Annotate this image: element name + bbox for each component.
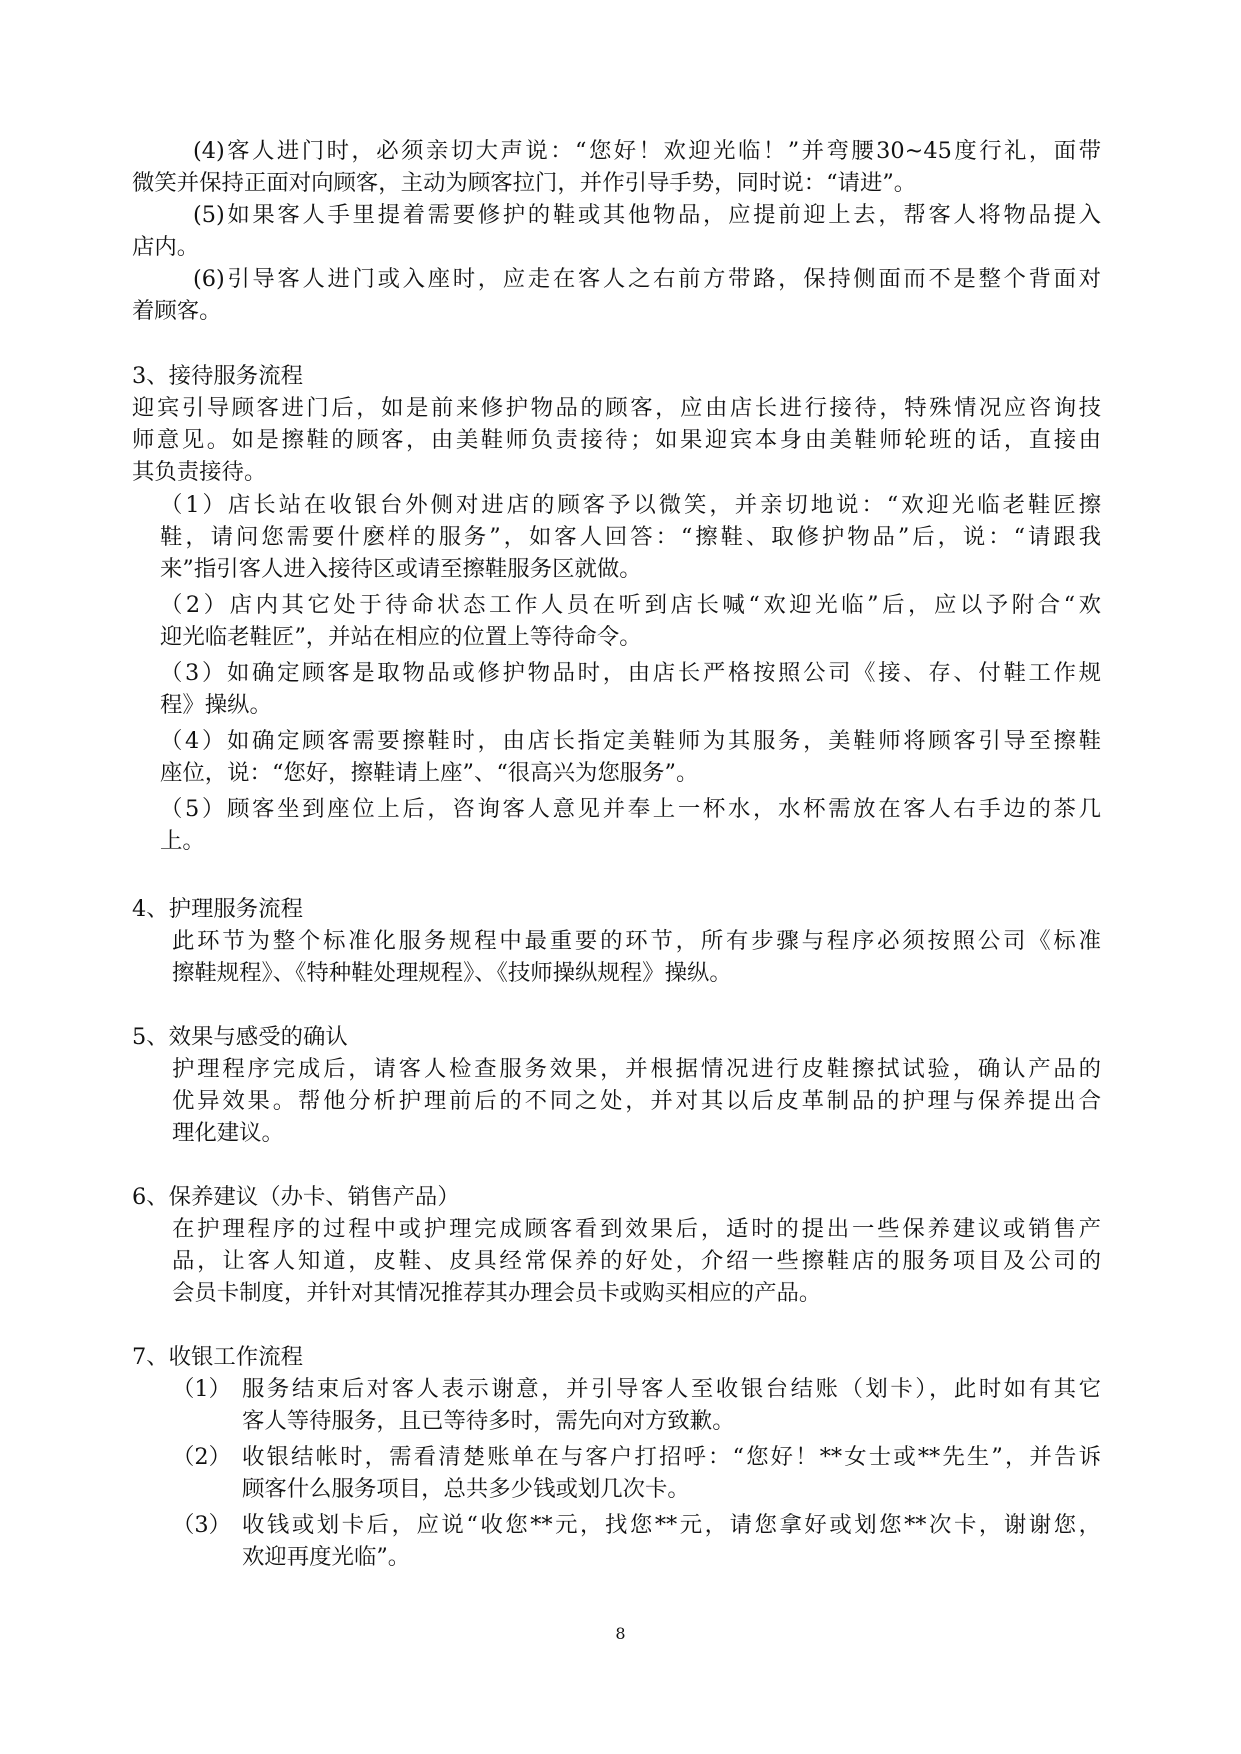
entry-item-4-line-1: (4)客人进门时，必须亲切大声说：“您好！欢迎光临！”并弯腰30~45度行礼，面带 (193, 138, 1101, 164)
section-3-item-3-line-2: 程》操纵。 (160, 692, 272, 718)
section-5-heading: 5、效果与感受的确认 (132, 1024, 348, 1050)
section-4-heading: 4、护理服务流程 (132, 896, 303, 922)
entry-item-4-line-2: 微笑并保持正面对向顾客，主动为顾客拉门，并作引导手势，同时说：“请进”。 (132, 170, 917, 196)
section-7-item-3-line-2: 欢迎再度光临”。 (242, 1544, 411, 1570)
section-7-item-3-line-1: 收钱或划卡后，应说“收您**元，找您**元，请您拿好或划您**次卡，谢谢您， (242, 1512, 1101, 1538)
section-3-item-4-line-2: 座位，说：“您好，擦鞋请上座”、“很高兴为您服务”。 (160, 760, 699, 786)
section-7-item-1-line-2: 客人等待服务，且已等待多时，需先向对方致歉。 (242, 1408, 735, 1434)
section-4-body-line-1: 此环节为整个标准化服务规程中最重要的环节，所有步骤与程序必须按照公司《标准 (172, 928, 1101, 954)
section-5-body-line-2: 优异效果。帮他分析护理前后的不同之处，并对其以后皮革制品的护理与保养提出合 (172, 1088, 1101, 1114)
section-3-item-1-line-3: 来”指引客人进入接待区或请至擦鞋服务区就做。 (160, 556, 642, 582)
section-7-item-1-line-1: 服务结束后对客人表示谢意，并引导客人至收银台结账（划卡），此时如有其它 (242, 1376, 1101, 1402)
section-7-item-2-number: （2） (172, 1444, 232, 1470)
entry-item-6-line-1: (6)引导客人进门或入座时，应走在客人之右前方带路，保持侧面而不是整个背面对 (193, 266, 1101, 292)
entry-item-5-line-1: (5)如果客人手里提着需要修护的鞋或其他物品，应提前迎上去，帮客人将物品提入 (193, 202, 1101, 228)
section-3-item-2-line-2: 迎光临老鞋匠”，并站在相应的位置上等待命令。 (160, 624, 642, 650)
section-3-item-5-line-2: 上。 (160, 828, 205, 854)
section-3-item-2-line-1: （2）店内其它处于待命状态工作人员在听到店长喊“欢迎光临”后，应以予附合“欢 (160, 592, 1101, 618)
section-3-item-5-line-1: （5）顾客坐到座位上后，咨询客人意见并奉上一杯水，水杯需放在客人右手边的茶几 (160, 796, 1101, 822)
section-3-item-1-line-2: 鞋，请问您需要什麽样的服务”，如客人回答：“擦鞋、取修护物品”后，说：“请跟我 (160, 524, 1101, 550)
section-7-item-2-line-2: 顾客什么服务项目，总共多少钱或划几次卡。 (242, 1476, 690, 1502)
section-7-item-2-line-1: 收银结帐时，需看清楚账单在与客户打招呼：“您好！**女士或**先生”，并告诉 (242, 1444, 1101, 1470)
section-6-body-line-1: 在护理程序的过程中或护理完成顾客看到效果后，适时的提出一些保养建议或销售产 (172, 1216, 1101, 1242)
section-4-body-line-2: 擦鞋规程》、《特种鞋处理规程》、《技师操纵规程》操纵。 (172, 960, 732, 986)
section-5-body-line-3: 理化建议。 (172, 1120, 284, 1146)
section-6-body-line-2: 品，让客人知道，皮鞋、皮具经常保养的好处，介绍一些擦鞋店的服务项目及公司的 (172, 1248, 1101, 1274)
section-3-intro-line-1: 迎宾引导顾客进门后，如是前来修护物品的顾客，应由店长进行接待，特殊情况应咨询技 (132, 395, 1101, 421)
section-7-item-3-number: （3） (172, 1512, 232, 1538)
entry-item-6-line-2: 着顾客。 (132, 298, 222, 324)
section-7-heading: 7、收银工作流程 (132, 1344, 303, 1370)
section-3-intro-line-2: 师意见。如是擦鞋的顾客，由美鞋师负责接待；如果迎宾本身由美鞋师轮班的话，直接由 (132, 427, 1101, 453)
section-3-item-4-line-1: （4）如确定顾客需要擦鞋时，由店长指定美鞋师为其服务，美鞋师将顾客引导至擦鞋 (160, 728, 1101, 754)
section-6-body-line-3: 会员卡制度，并针对其情况推荐其办理会员卡或购买相应的产品。 (172, 1280, 822, 1306)
section-5-body-line-1: 护理程序完成后，请客人检查服务效果，并根据情况进行皮鞋擦拭试验，确认产品的 (172, 1056, 1101, 1082)
section-3-heading: 3、接待服务流程 (132, 363, 303, 389)
section-7-item-1-number: （1） (172, 1376, 232, 1402)
page-number: 8 (615, 1624, 626, 1643)
section-6-heading: 6、保养建议（办卡、销售产品） (132, 1184, 460, 1210)
entry-item-5-line-2: 店内。 (132, 234, 200, 260)
section-3-item-1-line-1: （1）店长站在收银台外侧对进店的顾客予以微笑，并亲切地说：“欢迎光临老鞋匠擦 (160, 492, 1101, 518)
section-3-item-3-line-1: （3）如确定顾客是取物品或修护物品时，由店长严格按照公司《接、存、付鞋工作规 (160, 660, 1101, 686)
section-3-intro-line-3: 其负责接待。 (132, 459, 267, 485)
